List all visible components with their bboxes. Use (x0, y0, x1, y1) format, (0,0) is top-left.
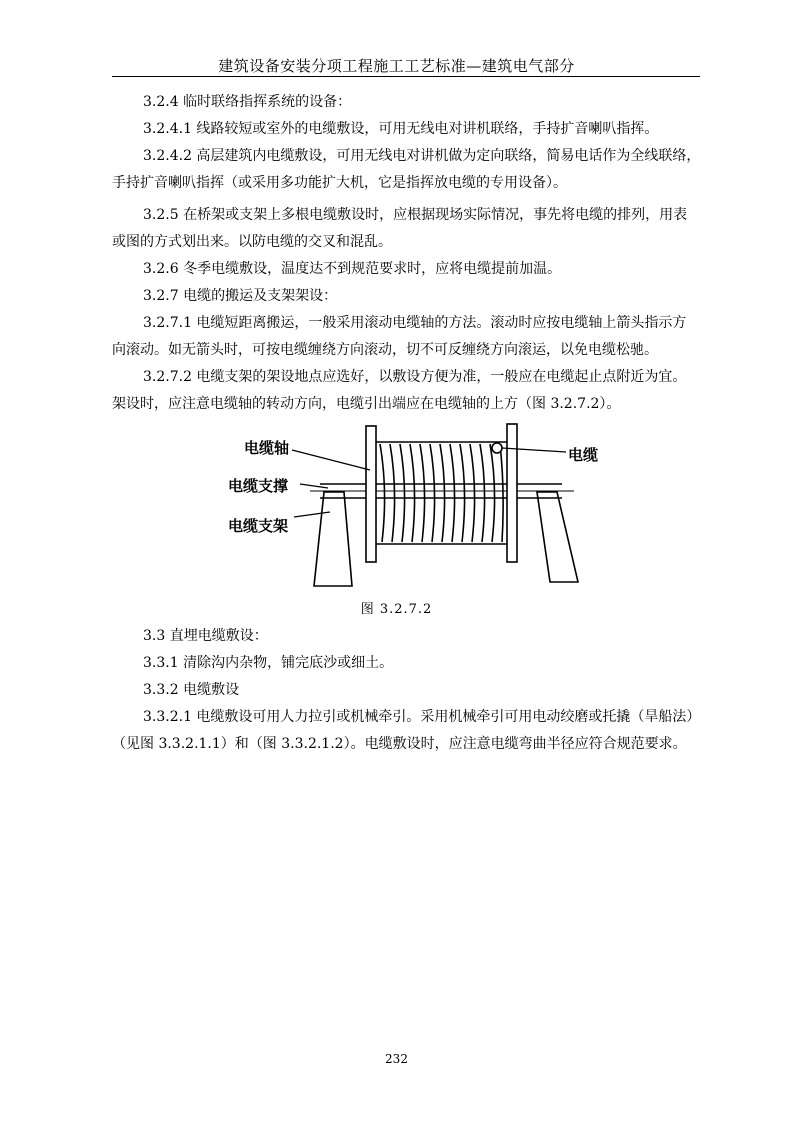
right-stand-shape (537, 492, 578, 582)
page-header: 建筑设备安装分项工程施工工艺标准—建筑电气部分 (218, 57, 575, 75)
para-3-2-7-1-line1: 3.2.7.1 电缆短距离搬运，一般采用滚动电缆轴的方法。滚动时应按电缆轴上箭头指示方 (143, 315, 687, 331)
para-3-2-4-2-line1: 3.2.4.2 高层建筑内电缆敷设，可用无线电对讲机做为定向联络，简易电话作为全线联络， (143, 148, 701, 164)
para-3-3-2-1-line1: 3.3.2.1 电缆敷设可用人力拉引或机械牵引。采用机械牵引可用电动绞磨或托撬（旱船法） (143, 709, 701, 725)
para-3-2-4-2-line2: 手持扩音喇叭指挥（或采用多功能扩大机，它是指挥放电缆的专用设备）。 (112, 175, 567, 191)
para-3-3-2: 3.3.2 电缆敷设 (143, 682, 240, 698)
para-3-2-7-2-line2: 架设时，应注意电缆轴的转动方向，电缆引出端应在电缆轴的上方（图 3.2.7.2）。 (112, 396, 621, 412)
para-3-2-5-line2: 或图的方式划出来。以防电缆的交叉和混乱。 (112, 234, 392, 250)
label-cable-stand: 电缆支架 (228, 517, 289, 535)
para-3-3-2-1-line2: （见图 3.3.2.1.1）和（图 3.3.2.1.2）。电缆敷设时，应注意电缆弯曲半径应符合规范要求。 (112, 736, 687, 752)
label-cable-reel: 电缆轴 (244, 439, 290, 457)
para-3-2-7-1-line2: 向滚动。如无箭头时，可按电缆缠绕方向滚动，切不可反缠绕方向滚运，以免电缆松驰。 (112, 342, 658, 358)
para-3-3-1: 3.3.1 清除沟内杂物，铺完底沙或细土。 (143, 655, 394, 671)
para-3-2-7: 3.2.7 电缆的搬运及支架架设： (143, 288, 338, 304)
label-cable: 电缆 (568, 446, 599, 464)
para-3-2-5-line1: 3.2.5 在桥架或支架上多根电缆敷设时，应根据现场实际情况，事先将电缆的排列，用表 (143, 207, 688, 223)
label-support-bar: 电缆支撑 (228, 477, 289, 495)
page-number: 232 (385, 1052, 408, 1066)
cable-reel-figure (222, 420, 602, 592)
figure-caption: 图 3.2.7.2 (360, 602, 433, 617)
left-stand-shape (314, 492, 352, 586)
header-rule (112, 76, 700, 77)
para-3-2-4: 3.2.4 临时联络指挥系统的设备： (143, 94, 352, 110)
para-3-2-4-1: 3.2.4.1 线路较短或室外的电缆敷设，可用无线电对讲机联络，手持扩音喇叭指挥。 (143, 121, 659, 137)
para-3-3: 3.3 直埋电缆敷设： (143, 628, 268, 644)
para-3-2-7-2-line1: 3.2.7.2 电缆支架的架设地点应选好，以敷设方便为准，一般应在电缆起止点附近为宜。 (143, 369, 687, 385)
para-3-2-6: 3.2.6 冬季电缆敷设，温度达不到规范要求时，应将电缆提前加温。 (143, 261, 562, 277)
